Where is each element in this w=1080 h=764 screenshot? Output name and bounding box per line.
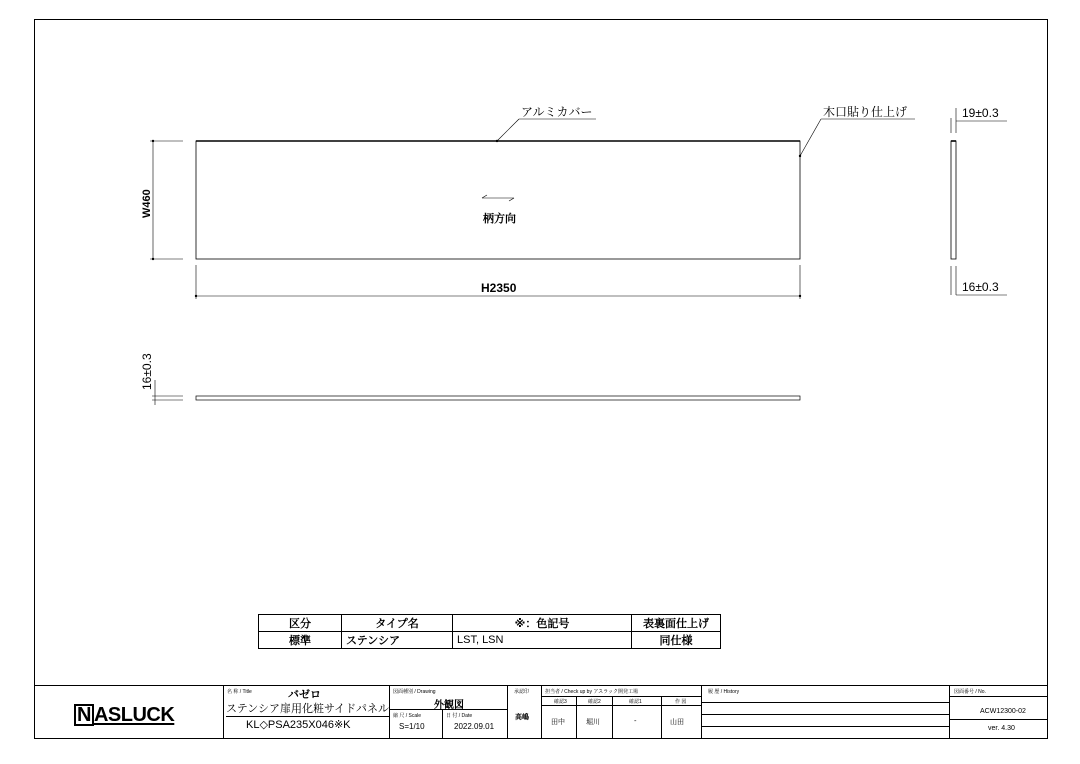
check-name: 田中 [551, 718, 565, 726]
check-cell [542, 685, 702, 739]
check-role-label: 確認1 [629, 699, 642, 705]
panel-side-view [951, 108, 1007, 295]
history-label: 履 歴 / History [708, 689, 740, 695]
grain-direction-arrow-icon [482, 195, 514, 201]
check-divider-1 [542, 696, 702, 697]
spec-table [258, 614, 721, 649]
approver-cell [508, 685, 542, 739]
spec-cell-category: 標準 [259, 632, 342, 649]
spec-header-category: 区分 [259, 615, 342, 632]
check-name: 山田 [670, 718, 684, 726]
spec-table-header-row [259, 615, 721, 632]
spec-header-color-code: ※：色記号 [453, 615, 632, 632]
check-role-label: 確認2 [588, 699, 601, 705]
scale-value: S=1/10 [399, 722, 425, 731]
check-name: 堀川 [586, 718, 600, 726]
dimension-width [150, 140, 183, 260]
check-col-divider-3 [661, 696, 662, 739]
title-block [34, 685, 1048, 739]
drawing-number-divider-1 [950, 696, 1048, 697]
drawing-type-label: 図面種別 / Drawing [393, 689, 436, 695]
check-role-label: 確認3 [554, 699, 567, 705]
spec-table-row [259, 632, 721, 649]
scale-label: 縮 尺 / Scale [393, 713, 422, 719]
spec-header-surface-finish: 表裏面仕上げ [632, 615, 721, 632]
thickness-side-top-text: 19±0.3 [962, 106, 999, 120]
history-cell [702, 685, 950, 739]
drawing-number: ACW12300-02 [980, 708, 1026, 715]
callout-aluminum-cover-text: アルミカバー [521, 105, 593, 119]
history-line-1 [702, 702, 950, 703]
panel-front-view [196, 141, 800, 259]
company-logo-cell [34, 685, 224, 739]
spec-cell-type-name: ステンシア [342, 632, 453, 649]
spec-cell-surface-finish: 同仕様 [632, 632, 721, 649]
scale-date-divider [442, 709, 443, 739]
check-col-divider-2 [612, 696, 613, 739]
approver-name: 高嶋 [515, 713, 529, 721]
date-value: 2022.09.01 [454, 722, 495, 731]
product-name: バゼロ [288, 688, 321, 701]
drawing-type: 外観図 [434, 700, 464, 711]
history-line-3 [702, 726, 950, 727]
callout-aluminum-cover [496, 105, 596, 142]
check-divider-2 [542, 705, 702, 706]
spec-cell-color-code: LST, LSN [453, 632, 632, 649]
check-label: 担当者 / Check up by アスラック開発工場 [545, 689, 639, 695]
title-cell [224, 685, 390, 739]
part-code: KL◇PSA235X046※K [246, 719, 351, 731]
title-label: 名 称 / Title [227, 689, 252, 695]
drawing-number-divider-2 [950, 719, 1048, 720]
thickness-side-bottom-text: 16±0.3 [962, 280, 999, 294]
drawing-number-label: 図面番号 / No. [954, 689, 986, 695]
version: ver. 4.30 [988, 725, 1015, 732]
check-name: - [634, 717, 637, 725]
panel-top-view [152, 380, 800, 405]
grain-direction-label: 柄方向 [483, 212, 516, 225]
check-role-label: 作 図 [675, 699, 687, 705]
company-logo-initial: N [74, 704, 94, 726]
callout-edge-finish-text: 木口貼り仕上げ [823, 105, 908, 119]
date-label: 日 付 / Date [446, 713, 473, 719]
spec-header-type-name: タイプ名 [342, 615, 453, 632]
dimension-length-text: H2350 [481, 281, 517, 295]
dimension-width-text: W460 [141, 189, 153, 218]
company-logo-rest: ASLUCK [93, 704, 175, 726]
drawing-type-cell [390, 685, 508, 739]
drawing-type-divider [390, 709, 508, 710]
check-col-divider-1 [576, 696, 577, 739]
company-logo [74, 704, 174, 727]
thickness-front-text: 16±0.3 [140, 353, 154, 390]
approver-label: 承認印 [514, 689, 530, 695]
product-description: ステンシア扉用化粧サイドパネル [226, 702, 389, 715]
callout-edge-finish [799, 104, 915, 157]
drawing-number-cell [950, 685, 1048, 739]
history-line-2 [702, 714, 950, 715]
